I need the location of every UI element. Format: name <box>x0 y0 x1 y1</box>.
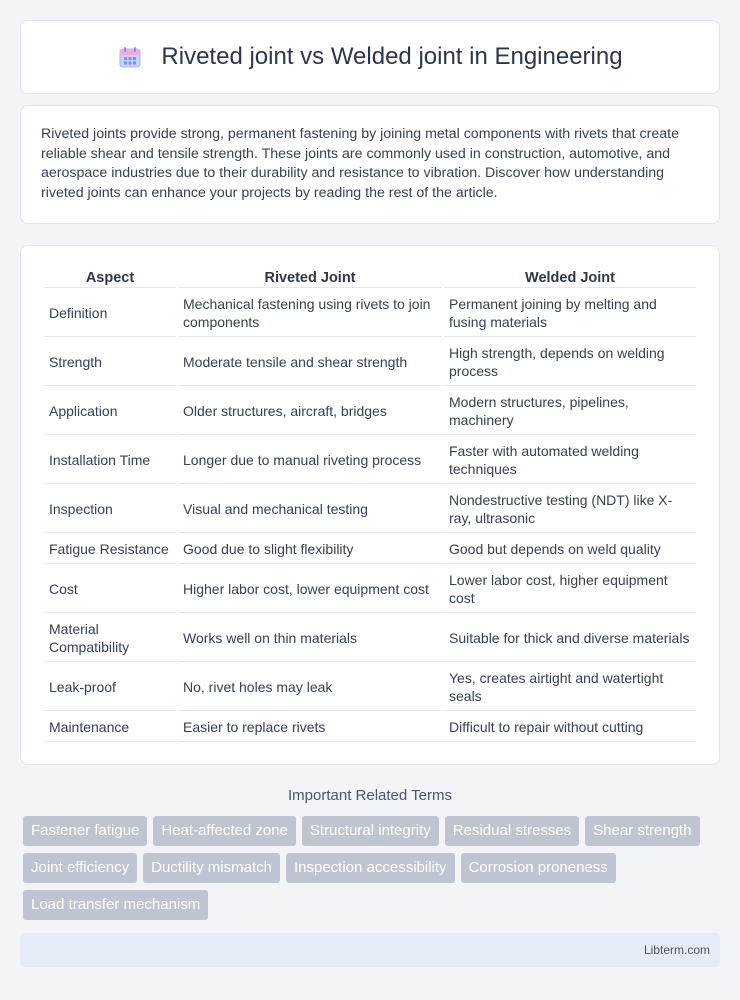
related-terms-tags <box>0 816 740 920</box>
cell-welded: Yes, creates airtight and watertight seals <box>444 664 696 711</box>
header-card <box>20 20 720 94</box>
cell-aspect: Material Compatibility <box>44 615 176 662</box>
page-title: Riveted joint vs Welded joint in Engineering <box>161 43 623 70</box>
table-row <box>44 388 696 435</box>
table-row <box>44 664 696 711</box>
cell-aspect: Installation Time <box>44 437 176 484</box>
related-term-tag[interactable]: Inspection accessibility <box>286 853 455 883</box>
cell-riveted: Good due to slight flexibility <box>178 535 442 564</box>
table-row <box>44 566 696 613</box>
table-header-row <box>44 268 696 288</box>
cell-riveted: Longer due to manual riveting process <box>178 437 442 484</box>
cell-welded: Difficult to repair without cutting <box>444 713 696 742</box>
comparison-card <box>20 245 720 765</box>
related-term-tag[interactable]: Shear strength <box>585 816 699 846</box>
table-row <box>44 290 696 337</box>
cell-welded: Good but depends on weld quality <box>444 535 696 564</box>
related-term-tag[interactable]: Load transfer mechanism <box>23 890 208 920</box>
header-riveted: Riveted Joint <box>178 268 442 288</box>
cell-riveted: No, rivet holes may leak <box>178 664 442 711</box>
table-row <box>44 486 696 533</box>
cell-riveted: Mechanical fastening using rivets to join components <box>178 290 442 337</box>
related-terms-title: Important Related Terms <box>288 787 452 804</box>
cell-riveted: Older structures, aircraft, bridges <box>178 388 442 435</box>
cell-welded: Modern structures, pipelines, machinery <box>444 388 696 435</box>
cell-aspect: Application <box>44 388 176 435</box>
cell-aspect: Inspection <box>44 486 176 533</box>
cell-welded: Permanent joining by melting and fusing materials <box>444 290 696 337</box>
calendar-icon <box>117 44 143 70</box>
cell-aspect: Maintenance <box>44 713 176 742</box>
table-row <box>44 437 696 484</box>
cell-aspect: Fatigue Resistance <box>44 535 176 564</box>
header-welded: Welded Joint <box>444 268 696 288</box>
related-term-tag[interactable]: Fastener fatigue <box>23 816 147 846</box>
cell-aspect: Definition <box>44 290 176 337</box>
cell-welded: Lower labor cost, higher equipment cost <box>444 566 696 613</box>
table-row <box>44 535 696 564</box>
cell-riveted: Works well on thin materials <box>178 615 442 662</box>
cell-welded: Nondestructive testing (NDT) like X-ray, ultrasonic <box>444 486 696 533</box>
cell-riveted: Moderate tensile and shear strength <box>178 339 442 386</box>
table-row <box>44 615 696 662</box>
cell-welded: High strength, depends on welding process <box>444 339 696 386</box>
footer <box>20 933 720 967</box>
related-term-tag[interactable]: Ductility mismatch <box>143 853 280 883</box>
cell-riveted: Visual and mechanical testing <box>178 486 442 533</box>
intro-text: Riveted joints provide strong, permanent fastening by joining metal components with rivets that create reliable shear and tensile strength. These joints are commonly used in construction, automotive, and aerospace industries due to their durability and resistance to vibration. Discover how understanding riveted joints can enhance your projects by reading the rest of the article. <box>41 126 679 201</box>
related-terms-section <box>0 787 740 920</box>
table-row <box>44 713 696 742</box>
comparison-table <box>42 266 698 744</box>
intro-card <box>20 105 720 224</box>
cell-welded: Faster with automated welding techniques <box>444 437 696 484</box>
cell-aspect: Leak-proof <box>44 664 176 711</box>
related-term-tag[interactable]: Corrosion proneness <box>461 853 616 883</box>
footer-site-link[interactable]: Libterm.com <box>643 943 710 957</box>
header-aspect: Aspect <box>44 268 176 288</box>
cell-riveted: Higher labor cost, lower equipment cost <box>178 566 442 613</box>
cell-aspect: Cost <box>44 566 176 613</box>
related-term-tag[interactable]: Joint efficiency <box>23 853 137 883</box>
related-term-tag[interactable]: Heat-affected zone <box>153 816 295 846</box>
related-term-tag[interactable]: Residual stresses <box>445 816 579 846</box>
cell-aspect: Strength <box>44 339 176 386</box>
cell-riveted: Easier to replace rivets <box>178 713 442 742</box>
cell-welded: Suitable for thick and diverse materials <box>444 615 696 662</box>
table-row <box>44 339 696 386</box>
related-term-tag[interactable]: Structural integrity <box>302 816 439 846</box>
